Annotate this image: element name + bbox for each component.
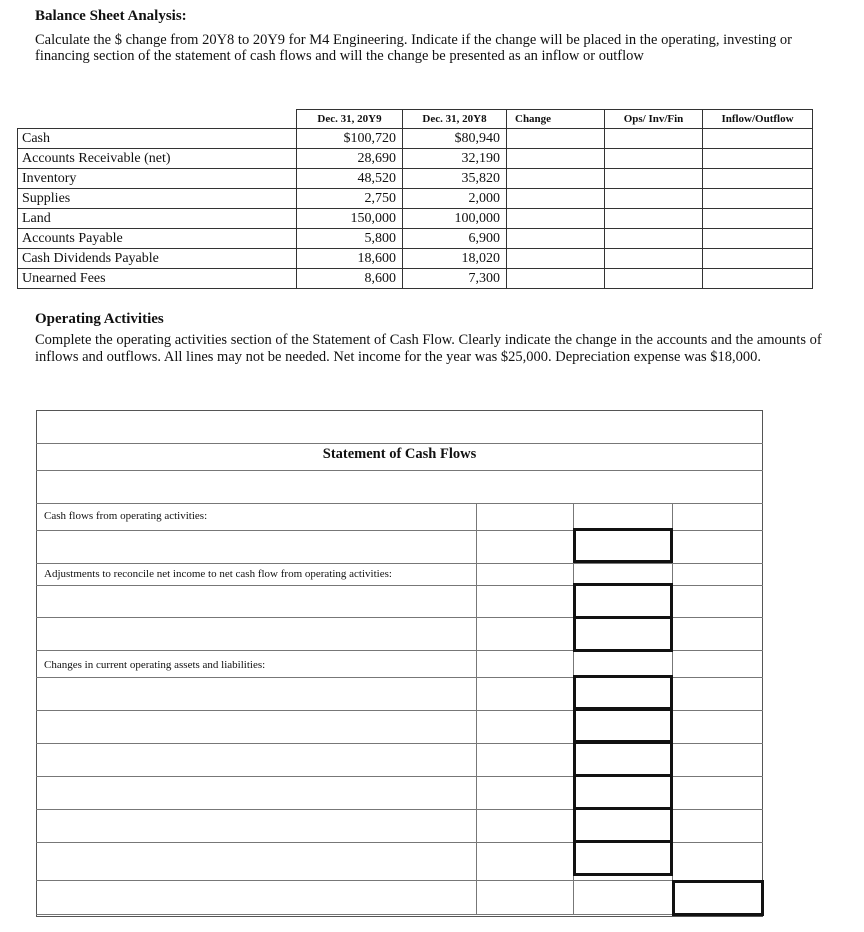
value-20y8-cell: $80,940 [403, 129, 507, 149]
section-cell[interactable] [605, 249, 703, 269]
change-answer-box[interactable] [573, 807, 673, 843]
operating-instructions: Complete the operating activities section of the Statement of Cash Flow. Clearly indicate the change in the accounts and the amounts of inflows and outflows. All lines may not be needed. Net income for the year was $25,000. Depreciation expense was $18,000. [35, 332, 822, 365]
net-income-answer-box[interactable] [573, 528, 673, 563]
table-row [18, 189, 813, 209]
flow-cell[interactable] [703, 269, 813, 289]
table-row [18, 149, 813, 169]
flow-cell[interactable] [703, 169, 813, 189]
worksheet-line [36, 914, 763, 915]
change-cell[interactable] [507, 209, 605, 229]
worksheet-line [36, 470, 763, 471]
flow-cell[interactable] [703, 249, 813, 269]
table-row [18, 249, 813, 269]
worksheet-line [36, 563, 763, 564]
col-header-flow: Inflow/Outflow [703, 110, 813, 129]
value-20y9-cell: 2,750 [297, 189, 403, 209]
worksheet-line [36, 503, 763, 504]
table-row [18, 209, 813, 229]
grid-divider [476, 503, 477, 915]
value-20y9-cell: 150,000 [297, 209, 403, 229]
flow-cell[interactable] [703, 229, 813, 249]
table-row [18, 269, 813, 289]
section-cell[interactable] [605, 149, 703, 169]
account-cell: Cash Dividends Payable [18, 249, 297, 269]
change-answer-box[interactable] [573, 741, 673, 777]
col-header-20y9: Dec. 31, 20Y9 [297, 110, 403, 129]
account-cell: Supplies [18, 189, 297, 209]
section-cell[interactable] [605, 229, 703, 249]
flow-cell[interactable] [703, 189, 813, 209]
blank-header-cell [18, 110, 297, 129]
change-cell[interactable] [507, 269, 605, 289]
change-cell[interactable] [507, 149, 605, 169]
operating-heading: Operating Activities [35, 311, 164, 327]
change-cell[interactable] [507, 169, 605, 189]
account-cell: Inventory [18, 169, 297, 189]
value-20y9-cell: $100,720 [297, 129, 403, 149]
value-20y8-cell: 6,900 [403, 229, 507, 249]
section-cell[interactable] [605, 189, 703, 209]
change-cell[interactable] [507, 229, 605, 249]
page-title: Balance Sheet Analysis: [35, 8, 187, 24]
table-row [18, 129, 813, 149]
section-cell[interactable] [605, 209, 703, 229]
section-adjustments-label: Adjustments to reconcile net income to net cash flow from operating activities: [44, 568, 392, 580]
section-cell[interactable] [605, 129, 703, 149]
col-header-20y8: Dec. 31, 20Y8 [403, 110, 507, 129]
change-answer-box[interactable] [573, 675, 673, 710]
value-20y9-cell: 8,600 [297, 269, 403, 289]
account-cell: Accounts Receivable (net) [18, 149, 297, 169]
balance-sheet-table [17, 109, 813, 289]
value-20y8-cell: 32,190 [403, 149, 507, 169]
value-20y8-cell: 2,000 [403, 189, 507, 209]
section-cell[interactable] [605, 269, 703, 289]
worksheet-line [36, 880, 763, 881]
change-answer-box[interactable] [573, 840, 673, 876]
value-20y8-cell: 100,000 [403, 209, 507, 229]
flow-cell[interactable] [703, 209, 813, 229]
change-cell[interactable] [507, 189, 605, 209]
adjustment-answer-box[interactable] [573, 583, 673, 619]
account-cell: Land [18, 209, 297, 229]
account-cell: Unearned Fees [18, 269, 297, 289]
worksheet-line [36, 443, 763, 444]
adjustment-answer-box[interactable] [573, 616, 673, 652]
value-20y8-cell: 7,300 [403, 269, 507, 289]
table-row [18, 169, 813, 189]
account-cell: Accounts Payable [18, 229, 297, 249]
change-cell[interactable] [507, 249, 605, 269]
value-20y9-cell: 5,800 [297, 229, 403, 249]
value-20y9-cell: 18,600 [297, 249, 403, 269]
table-header-row [18, 110, 813, 129]
value-20y9-cell: 28,690 [297, 149, 403, 169]
instructions-text: Calculate the $ change from 20Y8 to 20Y9 for M4 Engineering. Indicate if the change will be placed in the operating, investing or financing section of the statement of cash flows and will the change be presented as an inflow or outflow [35, 32, 792, 64]
change-answer-box[interactable] [573, 774, 673, 810]
change-answer-box[interactable] [573, 708, 673, 743]
section-cell[interactable] [605, 169, 703, 189]
col-header-change: Change [507, 110, 605, 129]
account-cell: Cash [18, 129, 297, 149]
value-20y8-cell: 35,820 [403, 169, 507, 189]
value-20y8-cell: 18,020 [403, 249, 507, 269]
flow-cell[interactable] [703, 149, 813, 169]
section-operating-label: Cash flows from operating activities: [44, 510, 208, 522]
table-row [18, 229, 813, 249]
flow-cell[interactable] [703, 129, 813, 149]
net-cash-answer-box[interactable] [672, 880, 764, 916]
section-changes-label: Changes in current operating assets and liabilities: [44, 659, 266, 671]
change-cell[interactable] [507, 129, 605, 149]
col-header-section: Ops/ Inv/Fin [605, 110, 703, 129]
value-20y9-cell: 48,520 [297, 169, 403, 189]
cash-flow-title: Statement of Cash Flows [322, 446, 477, 462]
